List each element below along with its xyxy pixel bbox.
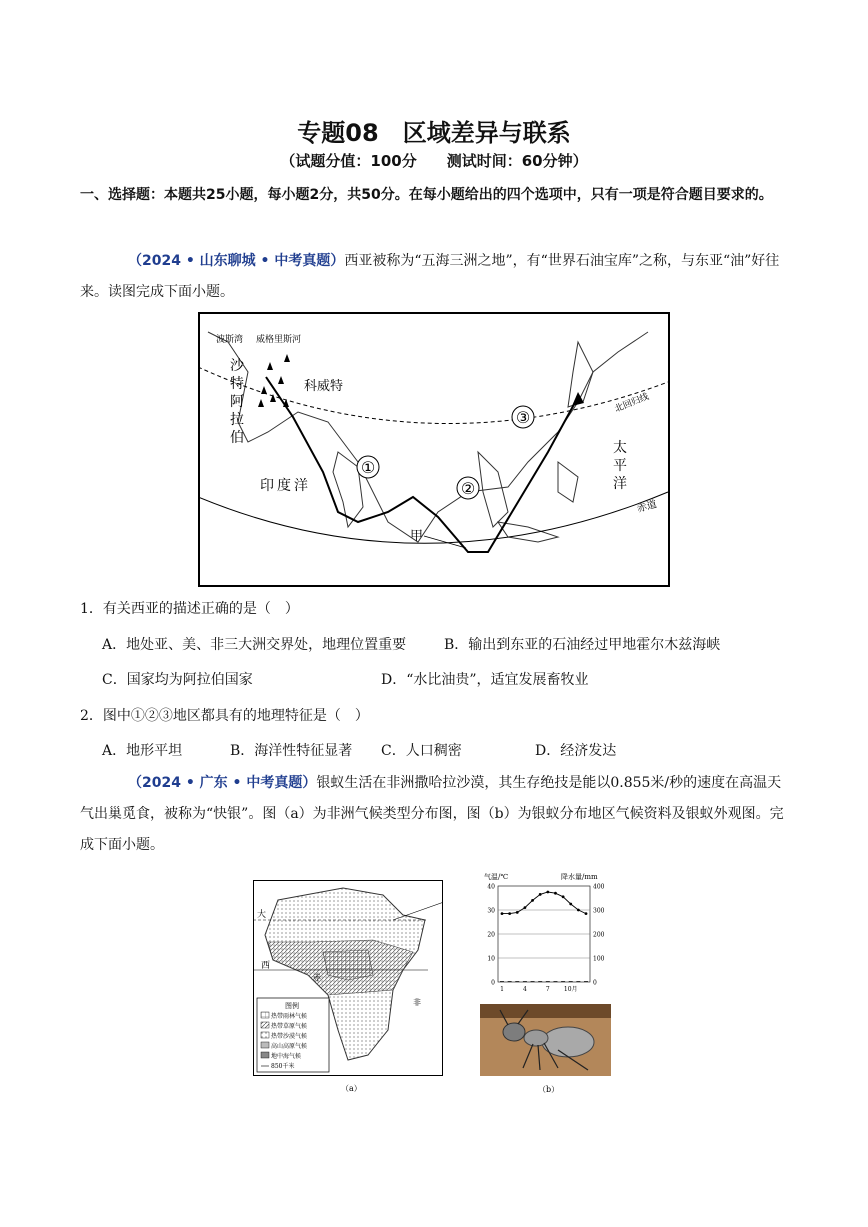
saudi-char-3: 阿 xyxy=(230,394,244,410)
right-tick-label: 0 xyxy=(593,979,597,987)
q1-option-d[interactable]: D．“水比油贵”，适宜发展畜牧业 xyxy=(381,672,589,688)
right-tick-labels xyxy=(593,884,605,987)
month-tick-label: 7 xyxy=(545,986,550,993)
map-a-label-chi: 赤 xyxy=(313,973,321,982)
temperature-point xyxy=(546,891,549,894)
precipitation-bar xyxy=(584,981,588,982)
precipitation-bar xyxy=(500,981,504,982)
equator-label: 赤道 xyxy=(635,499,659,515)
map-top-label-1: 波斯湾 xyxy=(216,335,244,345)
precipitation-bar xyxy=(576,981,580,982)
section-heading: 一、选择题：本题共25小题，每小题2分，共50分。在每小题给出的四个选项中，只有一项是符合题目要求的。 xyxy=(80,187,773,203)
saudi-char-2: 特 xyxy=(230,376,244,392)
map-a-label-xi: 西 xyxy=(261,961,271,971)
temperature-point xyxy=(562,895,565,898)
ant-photo-top-band xyxy=(480,1004,611,1018)
intro-text-1: 西亚被称为“五海三洲之地”，有“世界石油宝库”之称，与东亚“油”好往来。读图完成下面小题。 xyxy=(80,253,780,300)
map-a-label-fei: 非 xyxy=(413,998,421,1007)
precipitation-bar xyxy=(531,981,535,982)
q1-option-a[interactable]: A．地处亚、美、非三大洲交界处，地理位置重要 xyxy=(102,637,407,653)
question-intro-1 xyxy=(80,246,792,308)
legend-swatch-3 xyxy=(261,1032,269,1038)
fig-b-caption: （b） xyxy=(538,1085,560,1094)
intro-text-2: 银蚁生活在非洲撒哈拉沙漠，其生存绝技是能以0.855米/秒的速度在高温天气出巢觅食，被称为“快银”。图（a）为非洲气候类型分布图，图（b）为银蚁分布地区气候资料及银蚁外观图。完成下面小题。 xyxy=(80,775,784,853)
q1-option-b[interactable]: B．输出到东亚的石油经过甲地霍尔木兹海峡 xyxy=(444,637,721,653)
temperature-point xyxy=(569,903,572,906)
precipitation-bar xyxy=(561,981,565,982)
precipitation-bar xyxy=(569,981,573,982)
temperature-point xyxy=(554,892,557,895)
pacific-char-1: 太 xyxy=(613,440,627,456)
temperature-point xyxy=(539,893,542,896)
month-tick-label: 4 xyxy=(522,986,527,993)
right-axis-label: 降水量/mm xyxy=(561,873,598,881)
saudi-char-5: 伯 xyxy=(230,430,244,446)
west-asia-oil-route-map xyxy=(198,312,670,587)
legend-item-2: 热带草原气候 xyxy=(271,1023,308,1030)
precipitation-bar xyxy=(508,981,512,982)
region-2-label: ② xyxy=(460,479,476,498)
right-tick-label: 200 xyxy=(593,931,605,939)
legend-scale: 850千米 xyxy=(271,1063,295,1070)
q2-option-d[interactable]: D．经济发达 xyxy=(535,743,617,759)
legend-swatch-1 xyxy=(261,1012,269,1018)
saudi-char-4: 拉 xyxy=(230,412,244,428)
source-tag-2: （2024 • 广东 • 中考真题） xyxy=(128,775,317,791)
month-tick-label: 10月 xyxy=(563,986,578,993)
temperature-point xyxy=(531,899,534,902)
legend-item-1: 热带雨林气候 xyxy=(271,1013,308,1020)
precipitation-bar xyxy=(515,981,519,982)
left-tick-label: 10 xyxy=(487,955,495,963)
right-tick-label: 300 xyxy=(593,907,605,915)
question-2-stem: 2．图中①②③地区都具有的地理特征是（ ） xyxy=(80,708,369,724)
precipitation-bar xyxy=(546,981,550,982)
temperature-point xyxy=(501,912,504,915)
month-tick-labels xyxy=(500,985,577,993)
left-tick-label: 20 xyxy=(487,931,495,939)
fig-a-caption: （a） xyxy=(341,1084,362,1093)
q2-option-b[interactable]: B．海洋性特征显著 xyxy=(230,743,353,759)
africa-climate-map xyxy=(253,880,443,1095)
map-a-label-da: 大 xyxy=(257,910,267,920)
month-tick-label: 1 xyxy=(500,986,504,993)
left-tick-label: 30 xyxy=(487,907,495,915)
left-tick-label: 0 xyxy=(491,979,495,987)
source-tag-1: （2024 • 山东聊城 • 中考真题） xyxy=(128,253,345,269)
temperature-point xyxy=(577,909,580,912)
ant-head xyxy=(503,1023,525,1041)
region-1-label: ① xyxy=(360,458,376,477)
pacific-char-3: 洋 xyxy=(613,476,627,492)
map-frame xyxy=(199,313,669,586)
q2-option-c[interactable]: C．人口稠密 xyxy=(381,743,462,759)
left-tick-labels xyxy=(487,884,495,987)
legend-swatch-4 xyxy=(261,1042,269,1048)
legend-swatch-5 xyxy=(261,1052,269,1058)
tropic-label: 北回归线 xyxy=(613,392,651,415)
temperature-point xyxy=(585,912,588,915)
precipitation-bar xyxy=(553,981,557,982)
left-tick-label: 40 xyxy=(487,883,495,891)
precipitation-bar xyxy=(523,981,527,982)
question-intro-2 xyxy=(80,768,792,861)
right-tick-label: 400 xyxy=(593,883,605,891)
indian-ocean-label: 印度洋 xyxy=(260,478,311,494)
page-title: 专题08 区域差异与联系 xyxy=(297,119,571,147)
saudi-char-1: 沙 xyxy=(230,358,244,374)
legend-item-4: 高山高原气候 xyxy=(271,1043,308,1050)
precipitation-bar xyxy=(538,981,542,982)
rainforest-zone xyxy=(323,950,373,980)
jia-label: 甲 xyxy=(410,529,424,544)
left-axis-label: 气温/℃ xyxy=(484,873,509,881)
pacific-char-2: 平 xyxy=(613,458,627,474)
legend-swatch-2 xyxy=(261,1022,269,1028)
map-top-label-2: 威格里斯河 xyxy=(256,335,302,345)
legend-item-3: 热带沙漠气候 xyxy=(271,1033,308,1040)
legend-item-5: 地中海气候 xyxy=(271,1053,302,1060)
question-1-stem: 1．有关西亚的描述正确的是（ ） xyxy=(80,601,299,617)
kuwait-label: 科威特 xyxy=(304,379,344,394)
region-3-label: ③ xyxy=(515,408,531,427)
page-subtitle: （试题分值：100分 测试时间：60分钟） xyxy=(280,152,588,170)
temperature-point xyxy=(524,906,527,909)
q1-option-c[interactable]: C．国家均为阿拉伯国家 xyxy=(102,672,253,688)
climate-plot-area xyxy=(487,884,604,994)
q2-option-a[interactable]: A．地形平坦 xyxy=(102,743,183,759)
right-tick-label: 100 xyxy=(593,955,605,963)
temperature-point xyxy=(508,912,511,915)
legend-title: 图例 xyxy=(285,1002,299,1010)
temperature-point xyxy=(516,911,519,914)
climate-chart-and-ant-photo xyxy=(478,870,613,1095)
